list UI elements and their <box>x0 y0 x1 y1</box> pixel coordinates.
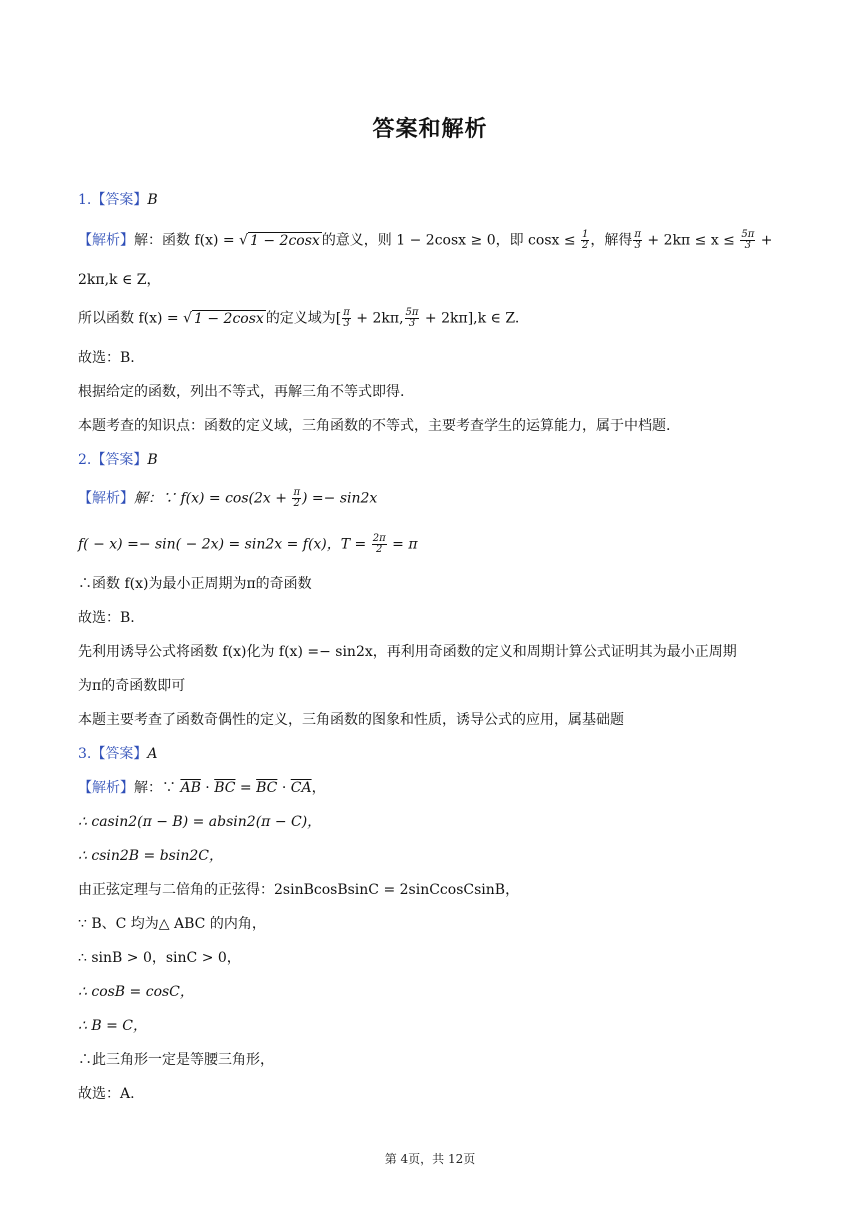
q2-text: = π <box>387 536 418 553</box>
q1-answer-value: B <box>147 192 158 208</box>
q2-text: f( − x) =− sin( − 2x) = sin2x = f(x)，T = <box>78 536 371 553</box>
q1-analysis-line-2: 2kπ,k ∈ Z， <box>78 272 161 288</box>
q3-vector: $\overline{CA}$ <box>290 780 312 796</box>
q3-op: = <box>235 780 257 796</box>
q3-answer-heading <box>78 744 157 764</box>
q1-choose: 故选：B. <box>78 350 135 366</box>
q1-note-1: 根据给定的函数，列出不等式，再解三角不等式即得. <box>78 384 405 400</box>
q2-note-2: 为π的奇函数即可 <box>78 678 186 694</box>
q2-note-1: 先利用诱导公式将函数 f(x)化为 f(x) =− sin2x，再利用奇函数的定义和周期计算公式证明其为最小正周期 <box>78 644 737 660</box>
q1-fraction: $\frac{1}{2}$ <box>582 229 589 251</box>
q1-sqrt-expr: 1 − 2cosx <box>194 310 264 327</box>
q3-analysis-tag: 【解析】 <box>78 780 134 796</box>
q2-choose: 故选：B. <box>78 610 135 626</box>
q3-text: 解：∵ <box>134 780 181 796</box>
q2-fraction: $\frac{\pi}{2}$ <box>293 487 301 509</box>
q3-op: · <box>200 780 215 796</box>
q1-answer-tag: 【答案】 <box>91 192 148 208</box>
q3-analysis-line-1 <box>78 778 326 798</box>
page-title: 答案和解析 <box>372 117 488 142</box>
q3-analysis-line-8: ∴ B = C， <box>78 1018 147 1034</box>
q3-vector: $\overline{BC}$ <box>256 780 278 796</box>
q1-analysis-line-1: 【解析】解：函数 f(x) = √ 1 − 2cosx 的意义，则 1 − 2cosx ≥ 0，即 cosx ≤ $\frac{1}{2}$ ，解得 $\frac{\pi}{3}$ + 2kπ ≤ x ≤ $\frac{5\pi}{3}$ + <box>78 229 773 251</box>
q1-note-2: 本题考查的知识点：函数的定义域，三角函数的不等式，主要考查学生的运算能力，属于中档题. <box>78 418 671 434</box>
q2-fraction: $\frac{2\pi}{2}$ <box>372 533 386 555</box>
q1-text: + 2kπ, <box>351 310 404 327</box>
q1-text: + <box>756 232 773 249</box>
q1-text: 的定义域为[ <box>265 310 342 327</box>
q2-number: 2. <box>78 452 92 468</box>
q1-text: + 2kπ],k ∈ Z. <box>420 310 520 327</box>
q3-op: · <box>277 780 291 796</box>
q2-analysis-line-3: ∴函数 f(x)为最小正周期为π的奇函数 <box>78 576 312 592</box>
q1-fraction: $\frac{5\pi}{3}$ <box>741 229 755 251</box>
page-footer: 第 4页，共 12页 <box>384 1152 476 1166</box>
q1-number: 1. <box>78 192 92 208</box>
q1-fraction: $\frac{\pi}{3}$ <box>343 307 350 329</box>
q1-fraction: $\frac{\pi}{3}$ <box>634 229 641 251</box>
q1-text: ，解得 <box>590 232 633 249</box>
q3-vector: $\overline{AB}$ <box>180 780 201 796</box>
q2-analysis-tag: 【解析】 <box>78 490 134 507</box>
q1-text: 所以函数 f(x) = <box>78 310 184 327</box>
q3-analysis-line-9: ∴此三角形一定是等腰三角形， <box>78 1052 274 1068</box>
q1-sqrt-expr: 1 − 2cosx <box>250 232 320 249</box>
q3-analysis-line-2: ∴ casin2(π − B) = absin2(π − C)， <box>78 814 322 830</box>
q1-analysis-line-3: 所以函数 f(x) = √ 1 − 2cosx 的定义域为[ $\frac{\pi}{3}$ + 2kπ, $\frac{5\pi}{3}$ + 2kπ],k ∈ Z. <box>78 307 520 329</box>
q2-answer-heading <box>78 450 158 470</box>
q1-text: 解：函数 f(x) = <box>134 232 240 249</box>
q3-analysis-line-6: ∴ sinB > 0，sinC > 0， <box>78 950 241 966</box>
q3-choose: 故选：A. <box>78 1086 135 1102</box>
q3-op: ， <box>311 780 326 796</box>
q1-text: 的意义，则 1 − 2cosx ≥ 0，即 cosx ≤ <box>321 232 581 249</box>
q2-answer-value: B <box>147 452 158 468</box>
q3-number: 3. <box>78 746 92 762</box>
q3-analysis-line-4: 由正弦定理与二倍角的正弦得：2sinBcosBsinC = 2sinCcosCsinB， <box>78 882 520 898</box>
q1-analysis-tag: 【解析】 <box>78 232 134 249</box>
q3-answer-tag: 【答案】 <box>91 746 148 762</box>
q2-analysis-line-2 <box>78 534 418 555</box>
q1-answer-heading <box>78 190 158 210</box>
q3-analysis-line-3: ∴ csin2B = bsin2C， <box>78 848 223 864</box>
q3-analysis-line-5: ∵ B、C 均为△ ABC 的内角， <box>78 916 266 932</box>
q2-answer-tag: 【答案】 <box>91 452 148 468</box>
q2-text: ) =− sin2x <box>302 490 378 507</box>
q1-fraction: $\frac{5\pi}{3}$ <box>405 307 419 329</box>
q3-analysis-line-7: ∴ cosB = cosC， <box>78 984 194 1000</box>
q2-analysis-line-1 <box>78 488 377 509</box>
q2-note-3: 本题主要考查了函数奇偶性的定义，三角函数的图象和性质，诱导公式的应用，属基础题 <box>78 712 624 728</box>
q3-answer-value: A <box>147 746 158 762</box>
q1-text: + 2kπ ≤ x ≤ <box>642 232 740 249</box>
q3-vector: $\overline{BC}$ <box>214 780 236 796</box>
q2-text: 解：∵ f(x) = cos(2x + <box>134 490 292 507</box>
